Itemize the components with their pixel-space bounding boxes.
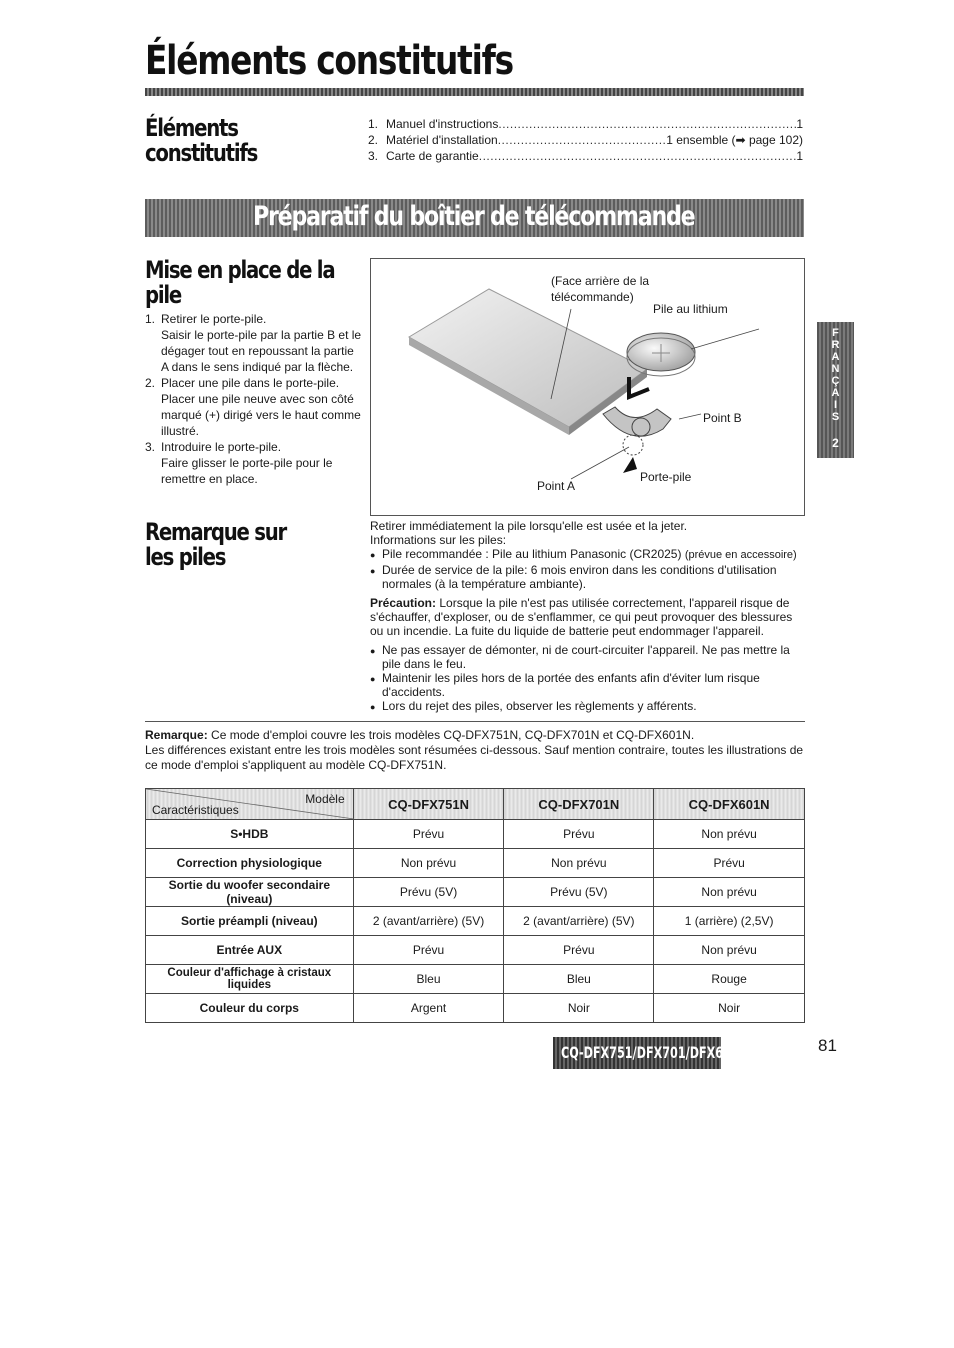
components-heading: Éléments constitutifs xyxy=(145,114,258,167)
label-holder: Porte-pile xyxy=(640,470,692,484)
label-rear: (Face arrière de la télécommande) xyxy=(551,274,650,304)
list-item: ● Ne pas essayer de démonter, ni de court-circuiter l'appareil. Ne pas mettre la pile dans le feu. xyxy=(370,643,790,671)
table-row: Couleur d'affichage à cristaux liquides Bleu Bleu Rouge xyxy=(146,965,805,994)
step-item: 2. Placer une pile dans le porte-pile. Placer une pile neuve avec son côté marqué (+) dirigé vers le haut comme illustré. xyxy=(145,376,361,438)
component-item: 1. Manuel d'instructions ..... 1 xyxy=(368,116,803,132)
remark xyxy=(145,728,805,773)
label-battery: Pile au lithium xyxy=(653,302,728,316)
section-divider xyxy=(145,721,805,722)
battery-steps xyxy=(145,311,363,487)
model-header: CQ-DFX601N xyxy=(654,789,805,820)
list-item: ● Durée de service de la pile: 6 mois environ dans les conditions d'utilisation normales (à la température ambiante). xyxy=(370,563,777,591)
caution-label: Précaution: xyxy=(370,596,437,610)
model-header: CQ-DFX701N xyxy=(504,789,654,820)
table-corner: Modèle Caractéristiques xyxy=(146,789,354,820)
remark-line1: Remarque: Ce mode d'emploi couvre les trois modèles CQ-DFX751N, CQ-DFX701N et CQ-DFX601N. xyxy=(145,728,695,742)
caution-list xyxy=(370,643,806,715)
step-item: 3. Introduire le porte-pile. Faire glisser le porte-pile pour le remettre en place. xyxy=(145,440,333,486)
battery-setup-heading: Mise en place de la pile xyxy=(145,256,335,309)
remark-line2: Les différences existant entre les trois modèles sont résumées ci-dessous. Sauf mention contraire, toutes les illustrations de ce mode d'emploi s'appliquent au modèle CQ-DFX751N. xyxy=(145,743,804,772)
table-row: S•HDB Prévu Prévu Non prévu xyxy=(146,820,805,849)
label-point-b: Point B xyxy=(703,411,742,425)
title-rule xyxy=(145,88,804,96)
list-item: ● Maintenir les piles hors de la portée des enfants afin d'éviter lum risque d'accidents. xyxy=(370,671,760,699)
component-item: 3. Carte de garantie ..... 1 xyxy=(368,148,803,164)
footer-model-tag: CQ-DFX751/DFX701/DFX601N xyxy=(553,1037,721,1069)
step-item: 1. Retirer le porte-pile. Saisir le porte-pile par la partie B et le dégager tout en repoussant la partie A dans le sens indiqué par la flèche. xyxy=(145,312,362,374)
component-item: 2. Matériel d'installation ..... 1 ensemble (➡ page 102) xyxy=(368,132,803,148)
model-comparison-table xyxy=(145,788,805,1023)
banner-title: Préparatif du boîtier de télécommande xyxy=(253,201,695,232)
page-number: 81 xyxy=(818,1036,837,1055)
table-header-row xyxy=(146,789,805,820)
table-row: Sortie du woofer secondaire (niveau) Prévu (5V) Prévu (5V) Non prévu xyxy=(146,878,805,907)
model-header: CQ-DFX751N xyxy=(353,789,504,820)
notes-intro: Retirer immédiatement la pile lorsqu'elle est usée et la jeter. xyxy=(370,519,688,533)
table-row: Correction physiologique Non prévu Non prévu Prévu xyxy=(146,849,805,878)
page-title: Éléments constitutifs xyxy=(145,38,513,84)
table-row: Couleur du corps Argent Noir Noir xyxy=(146,994,805,1023)
info-list xyxy=(370,547,806,591)
label-point-a: Point A xyxy=(537,479,576,493)
table-row: Sortie préampli (niveau) 2 (avant/arrière) (5V) 2 (avant/arrière) (5V) 1 (arrière) (2,5V) xyxy=(146,907,805,936)
battery-diagram xyxy=(370,258,805,516)
side-tab-letters: F R A N Ç A I S 2 xyxy=(831,327,840,450)
battery-notes-heading: Remarque sur les piles xyxy=(145,518,286,571)
language-side-tab xyxy=(817,322,854,458)
battery-notes xyxy=(370,519,806,715)
section-banner xyxy=(145,199,804,237)
notes-info-label: Informations sur les piles: xyxy=(370,533,507,547)
list-item: ● Pile recommandée : Pile au lithium Panasonic (CR2025) (prévue en accessoire) xyxy=(370,547,797,561)
table-row: Entrée AUX Prévu Prévu Non prévu xyxy=(146,936,805,965)
caution-paragraph: Précaution: Lorsque la pile n'est pas utilisée correctement, l'appareil risque de s'échauffer, d'exploser, ou de s'enflammer, ce qui peut provoquer des blessures ou un incendie. La fuite du liquide de batterie peut endommager l'appareil. xyxy=(370,596,793,638)
components-list xyxy=(368,116,803,164)
list-item: ● Lors du rejet des piles, observer les règlements y afférents. xyxy=(370,699,697,713)
